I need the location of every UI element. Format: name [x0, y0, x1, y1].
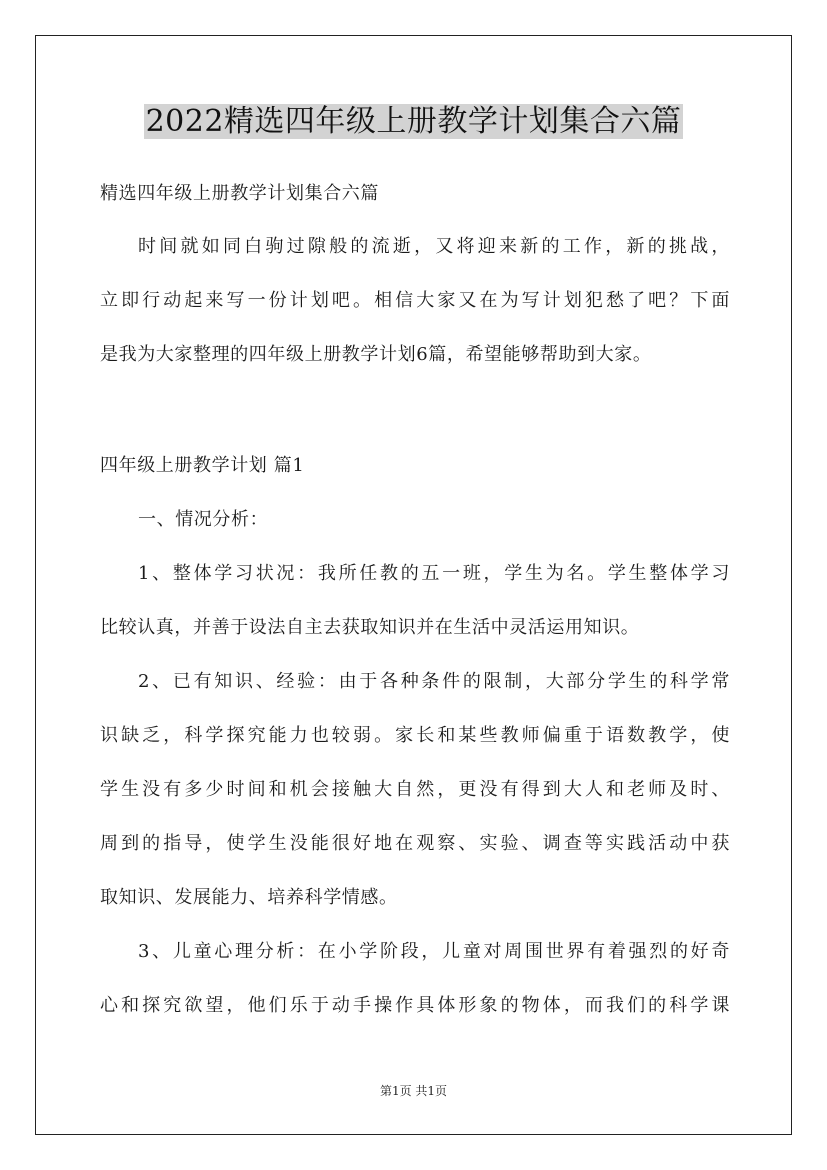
item1-line-1: 1、整体学习状况：我所任教的五一班，学生为名。学生整体学习 [138, 563, 730, 584]
item3-line-2: 心和探究欲望，他们乐于动手操作具体形象的物体，而我们的科学课 [100, 995, 730, 1016]
intro-line-3: 是我为大家整理的四年级上册教学计划6篇，希望能够帮助到大家。 [100, 344, 652, 365]
item2-line-3: 学生没有多少时间和机会接触大自然，更没有得到大人和老师及时、 [100, 779, 730, 800]
item1-line-2: 比较认真，并善于设法自主去获取知识并在生活中灵活运用知识。 [100, 617, 640, 638]
page-footer: 第1页 共1页 [379, 1084, 448, 1098]
section-heading: 四年级上册教学计划 篇1 [100, 455, 305, 476]
document-subtitle: 精选四年级上册教学计划集合六篇 [100, 183, 379, 204]
item2-line-4: 周到的指导，使学生没能很好地在观察、实验、调查等实践活动中获 [100, 833, 730, 854]
document-title-text: 2022精选四年级上册教学计划集合六篇 [145, 104, 682, 139]
document-title [0, 100, 827, 144]
item2-line-1: 2、已有知识、经验：由于各种条件的限制，大部分学生的科学常 [138, 671, 730, 692]
item2-line-5: 取知识、发展能力、培养科学情感。 [100, 887, 398, 908]
intro-line-1: 时间就如同白驹过隙般的流逝，又将迎来新的工作，新的挑战， [138, 236, 730, 257]
situation-heading: 一、情况分析： [138, 509, 269, 530]
item2-line-2: 识缺乏，科学探究能力也较弱。家长和某些教师偏重于语数教学，使 [100, 725, 730, 746]
intro-line-2: 立即行动起来写一份计划吧。相信大家又在为写计划犯愁了吧？下面 [100, 290, 730, 311]
item3-line-1: 3、儿童心理分析：在小学阶段，儿童对周围世界有着强烈的好奇 [138, 941, 730, 962]
